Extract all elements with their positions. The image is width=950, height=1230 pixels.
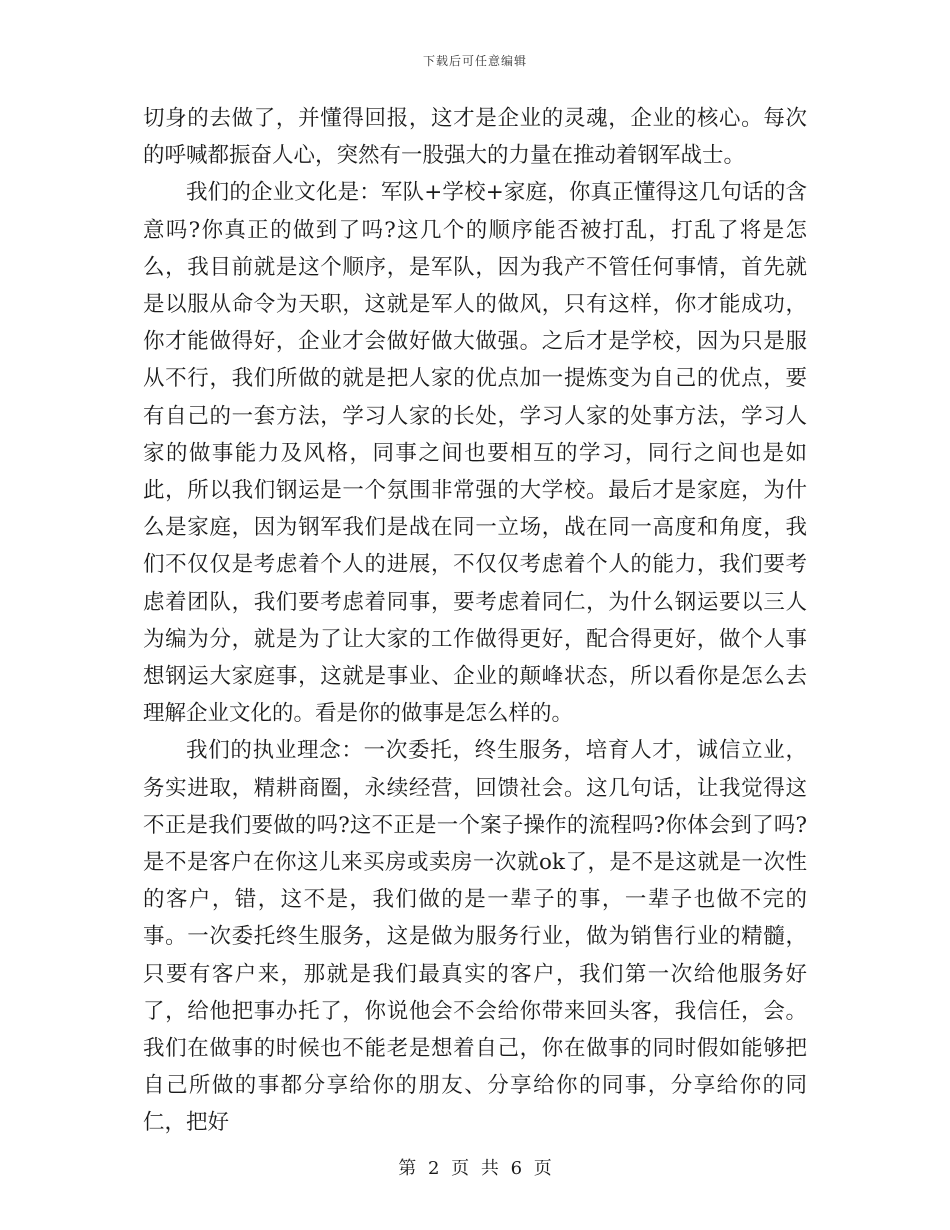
page-number-footer: 第 2 页 共 6 页 <box>398 1158 552 1179</box>
paragraph-continuation: 切身的去做了，并懂得回报，这才是企业的灵魂，企业的核心。每次的呼喊都振奋人心，突然有一股强大的力量在推动着钢军战士。 <box>143 106 807 169</box>
page-header: 下载后可任意编辑 <box>422 54 527 68</box>
paragraph-corporate-culture: 我们的企业文化是：军队+学校+家庭，你真正懂得这几句话的含意吗?你真正的做到了吗?这几个的顺序能否被打乱，打乱了将是怎么，我目前就是这个顺序，是军队，因为我产不管任何事情，首先就是以服从命令为天职，这就是军人的做风，只有这样，你才能成功，你才能做得好，企业才会做好做大做强。之后才是学校，因为只是服从不行，我们所做的就是把人家的优点加一提炼变为自己的优点，要有自己的一套方法，学习人家的长处，学习人家的处事方法，学习人家的做事能力及风格，同事之间也要相互的学习，同行之间也是如此，所以我们钢运是一个氛围非常强的大学校。最后才是家庭，为什么是家庭，因为钢军我们是战在同一立场，战在同一高度和角度，我们不仅仅是考虑着个人的进展，不仅仅考虑着个人的能力，我们要考虑着团队，我们要考虑着同事，要考虑着同仁，为什么钢运要以三人为编为分，就是为了让大家的工作做得更好，配合得更好，做个人事想钢运大家庭事，这就是事业、企业的颠峰状态，所以看你是怎么去理解企业文化的。看是你的做事是怎么样的。 <box>143 180 807 727</box>
paragraph-business-philosophy: 我们的执业理念：一次委托，终生服务，培育人才，诚信立业，务实进取，精耕商圈，永续经营，回馈社会。这几句话，让我觉得这不正是我们要做的吗?这不正是一个案子操作的流程吗?你体会到了吗?是不是客户在你这儿来买房或卖房一次就ok了，是不是这就是一次性的客户，错，这不是，我们做的是一辈子的事，一辈子也做不完的事。一次委托终生服务，这是做为服务行业，做为销售行业的精髓，只要有客户来，那就是我们最真实的客户，我们第一次给他服务好了，给他把事办托了，你说他会不会给你带来回头客，我信任，会。我们在做事的时候也不能老是想着自己，你在做事的同时假如能够把自己所做的事都分享给你的朋友、分享给你的同事，分享给你的同仁，把好 <box>143 738 807 1136</box>
document-body <box>143 100 807 1142</box>
